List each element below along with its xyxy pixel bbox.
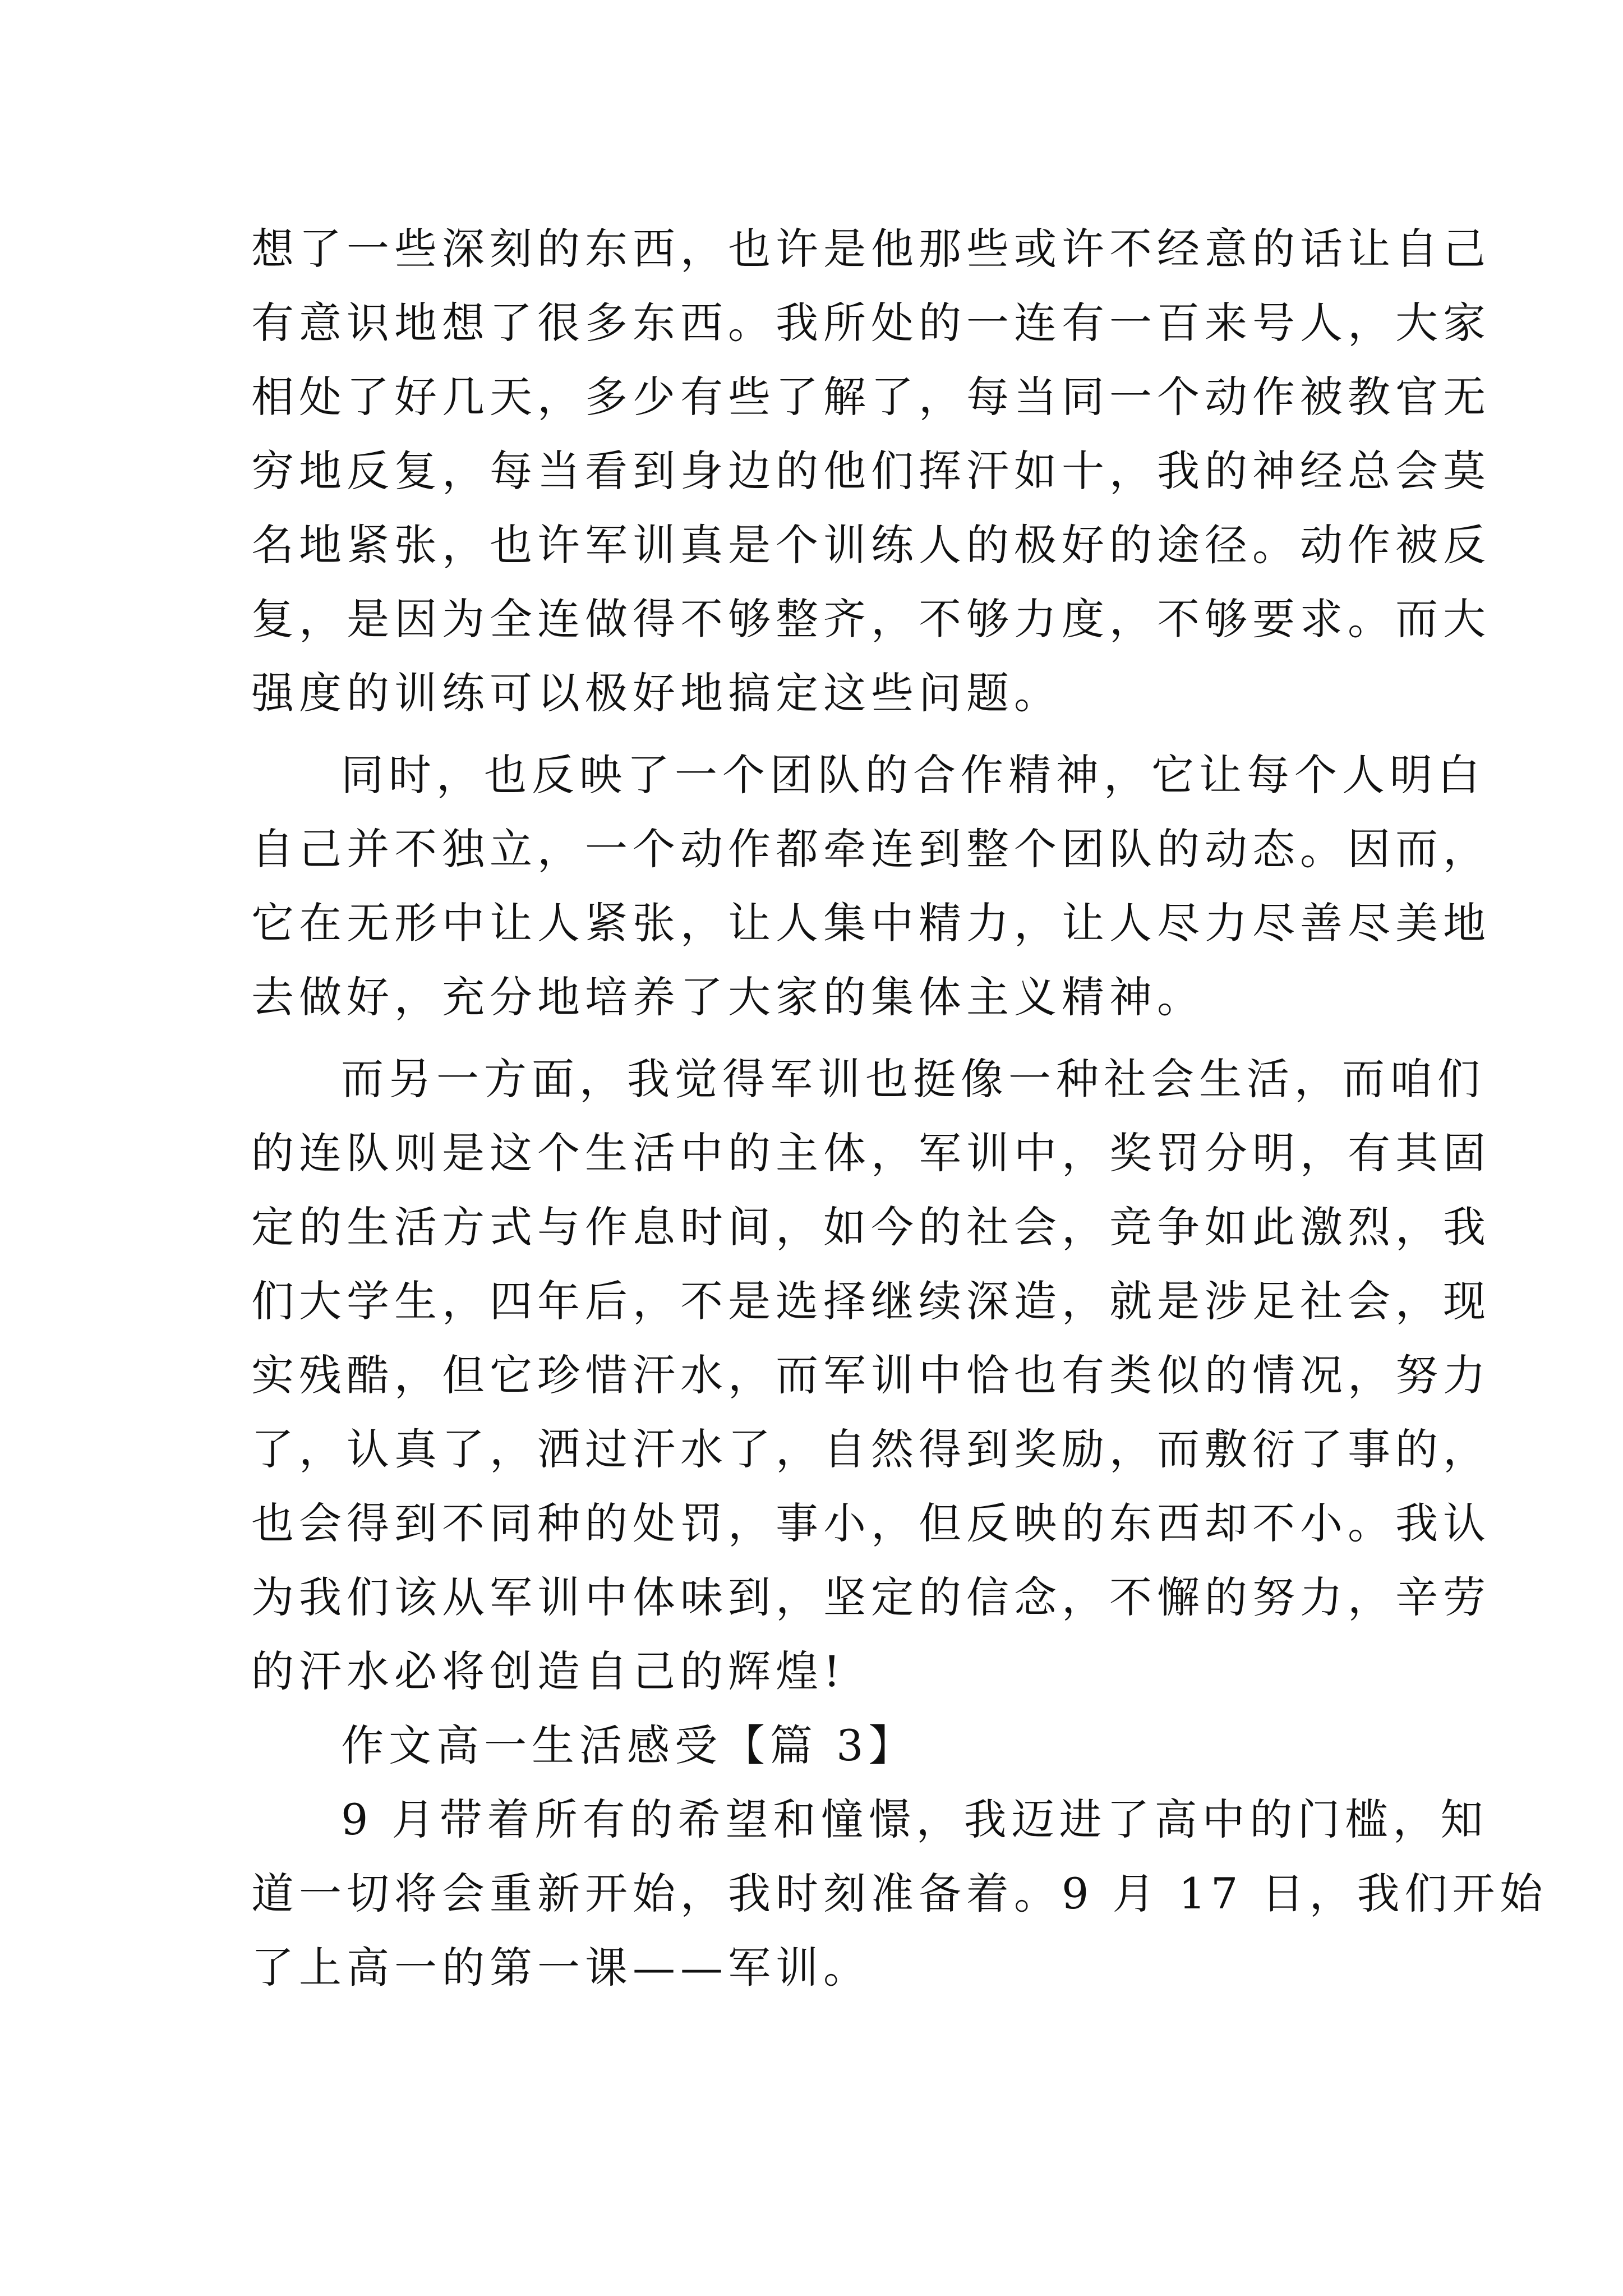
- text-line: 相处了好几天，多少有些了解了，每当同一个动作被教官无: [251, 372, 1491, 422]
- text-line: 它在无形中让人紧张，让人集中精力，让人尽力尽善尽美地: [251, 898, 1491, 948]
- text-line: 有意识地想了很多东西。我所处的一连有一百来号人，大家: [251, 298, 1491, 348]
- text-line: 强度的训练可以极好地搞定这些问题。: [251, 668, 1062, 718]
- paragraph-start-line: 9 月带着所有的希望和憧憬，我迈进了高中的门槛，知: [341, 1795, 1488, 1844]
- text-line: 也会得到不同种的处罚，事小，但反映的东西却不小。我认: [251, 1498, 1491, 1548]
- text-line: 复，是因为全连做得不够整齐，不够力度，不够要求。而大: [251, 594, 1491, 644]
- text-line: 自己并不独立，一个动作都牵连到整个团队的动态。因而，: [251, 824, 1491, 874]
- text-line: 去做好，充分地培养了大家的集体主义精神。: [251, 972, 1205, 1022]
- text-line: 的汗水必将创造自己的辉煌!: [251, 1646, 846, 1696]
- document-body: [251, 212, 1548, 2005]
- text-line: 实残酷，但它珍惜汗水，而军训中恰也有类似的情况，努力: [251, 1350, 1491, 1400]
- paragraph-start-line: 而另一方面，我觉得军训也挺像一种社会生活，而咱们: [341, 1054, 1485, 1104]
- paragraph-start-line: 同时，也反映了一个团队的合作精神，它让每个人明白: [341, 750, 1485, 800]
- text-line: 名地紧张，也许军训真是个训练人的极好的途径。动作被反: [251, 520, 1491, 570]
- section-heading: 作文高一生活感受【篇 3】: [341, 1720, 916, 1770]
- text-line: 们大学生，四年后，不是选择继续深造，就是涉足社会，现: [251, 1276, 1491, 1326]
- text-line: 定的生活方式与作息时间，如今的社会，竞争如此激烈，我: [251, 1202, 1491, 1252]
- text-line: 了上高一的第一课——军训。: [251, 1943, 871, 1993]
- text-line: 了，认真了，洒过汗水了，自然得到奖励，而敷衍了事的，: [251, 1424, 1491, 1474]
- text-line: 道一切将会重新开始，我时刻准备着。9 月 17 日，我们开始: [251, 1869, 1548, 1918]
- text-line: 穷地反复，每当看到身边的他们挥汗如十，我的神经总会莫: [251, 446, 1491, 496]
- text-line: 想了一些深刻的东西，也许是他那些或许不经意的话让自己: [251, 224, 1491, 274]
- text-line: 的连队则是这个生活中的主体，军训中，奖罚分明，有其固: [251, 1128, 1491, 1178]
- text-line: 为我们该从军训中体味到，坚定的信念，不懈的努力，辛劳: [251, 1572, 1491, 1622]
